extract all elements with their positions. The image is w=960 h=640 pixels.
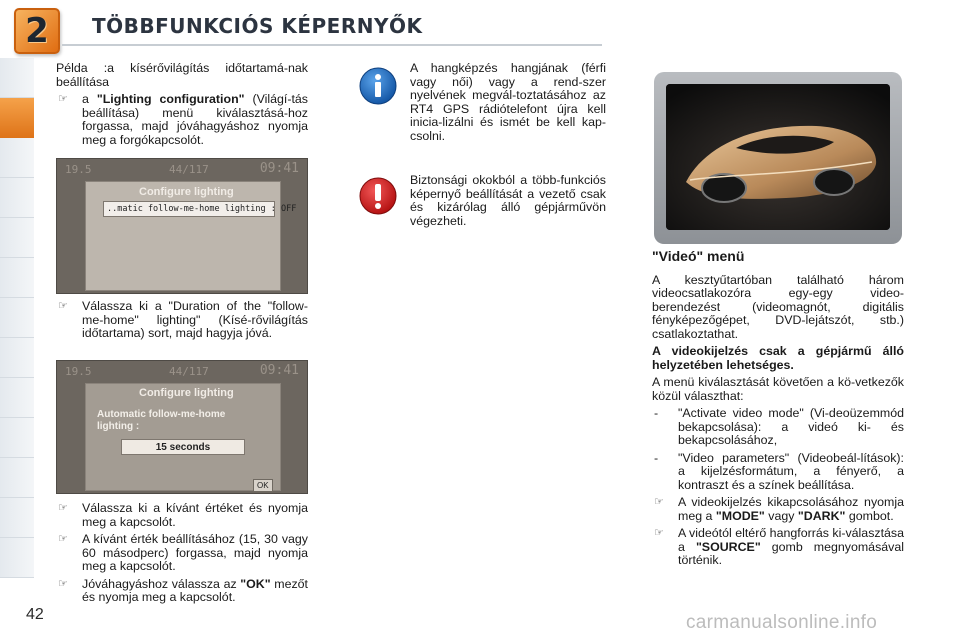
video-off-mid: vagy xyxy=(764,508,798,523)
chapter-tab-10[interactable] xyxy=(0,418,34,458)
lighting-config-screen-2 xyxy=(56,360,308,494)
option-activate-video: - "Activate video mode" (Vi-deoüzemmód bekapcsolása): a videó ki- és bekapcsolásához, xyxy=(654,406,904,447)
left-column-mid xyxy=(56,300,308,345)
step-3-text: Válassza ki a kívánt értéket és nyomja meg a kapcsolót. xyxy=(82,501,308,529)
concept-car-picture xyxy=(666,84,890,230)
chapter-tab-9[interactable] xyxy=(0,378,34,418)
step-5-prefix: Jóváhagyáshoz válassza az xyxy=(82,576,241,591)
chapter-tab-1[interactable] xyxy=(0,58,34,98)
right-column xyxy=(652,250,904,572)
pointing-hand-icon: ☞ xyxy=(58,533,68,545)
config-panel-title: Configure lighting xyxy=(139,387,234,399)
step-2-text: Válassza ki a "Duration of the "follow-me-home" lighting" (Kísé-rővilágítás időtartama) sort, majd hagyja jóvá. xyxy=(82,299,308,340)
exclamation-icon xyxy=(358,176,398,216)
video-safety-note: A videokijelzés csak a gépjármű álló helyzetében lehetséges. xyxy=(652,344,904,372)
video-off-rest: gombot. xyxy=(845,508,894,523)
screen-track-info: 44/117 xyxy=(169,163,209,176)
video-off-prefix: A videokijelzés kikapcsolásához nyomja meg a xyxy=(678,495,904,523)
pointing-hand-icon: ☞ xyxy=(58,93,68,105)
duration-label-line-1: Automatic follow-me-home xyxy=(97,409,226,420)
step-1-menu-name: "Lighting configuration" xyxy=(96,92,245,106)
option-video-parameters-text: "Video parameters" (Videobeál-lítások): a kijelzésformátum, a fényerő, a kontraszt és a színek beállítása. xyxy=(678,450,904,492)
pointing-hand-icon: ☞ xyxy=(58,577,68,590)
left-column-bottom xyxy=(56,502,308,609)
duration-value-field[interactable]: 15 seconds xyxy=(121,439,245,455)
source-rest: gomb megnyomásával történik. xyxy=(678,539,904,567)
chapter-tab-2-active[interactable] xyxy=(0,98,34,138)
video-options-intro: A menü kiválasztását követően a kö-vetkezők közül választhat: xyxy=(652,375,904,403)
ok-button[interactable]: OK xyxy=(253,479,273,492)
chapter-tab-3[interactable] xyxy=(0,138,34,178)
info-icon xyxy=(358,66,398,106)
screen-clock: 09:41 xyxy=(259,161,299,176)
watermark: carmanualsonline.info xyxy=(686,612,878,633)
follow-me-home-field[interactable]: ..matic follow-me-home lighting : OFF xyxy=(103,201,275,217)
source-button-label: "SOURCE" xyxy=(695,539,761,554)
step-5 xyxy=(56,578,308,605)
step-1-prefix: a xyxy=(82,92,97,106)
step-1-rest: (Világí-tás beállítása) menü kiválasztásá-hoz forgassa, majd jóváhagyáshoz nyomja meg a forgókapcsolót. xyxy=(82,92,308,147)
screen-frequency: 19.5 xyxy=(65,365,92,378)
source-instruction xyxy=(652,527,904,568)
video-menu-title: "Videó" menü xyxy=(652,248,745,264)
step-2 xyxy=(56,300,308,341)
chapter-badge xyxy=(14,8,60,54)
step-5-rest: mezőt és nyomja meg a kapcsolót. xyxy=(82,576,308,604)
pointing-hand-icon: ☞ xyxy=(654,496,664,508)
step-4-text: A kívánt érték beállításához (15, 30 vagy 60 másodperc) forgassa, majd nyomja meg a kapcsolót. xyxy=(82,532,308,573)
lighting-config-screen-1 xyxy=(56,158,308,294)
step-4 xyxy=(56,533,308,574)
video-intro: A kesztyűtartóban található három videocsatlakozóra egy-egy video-berendezést (videomagnót, digitális fényképezőgépet, DVD-lejátszót, stb.) csatlakoztathat. xyxy=(652,272,904,341)
page-number: 42 xyxy=(26,606,44,623)
screen-clock: 09:41 xyxy=(259,363,299,378)
chapter-number: 2 xyxy=(25,11,49,51)
screen-status-bar xyxy=(57,361,307,383)
screen-frequency: 19.5 xyxy=(65,163,92,176)
step-1 xyxy=(56,93,308,147)
chapter-tab-4[interactable] xyxy=(0,178,34,218)
duration-label-line-2: lighting : xyxy=(97,421,140,432)
chapter-tab-12[interactable] xyxy=(0,498,34,538)
option-activate-video-text: "Activate video mode" (Vi-deoüzemmód bekapcsolása): a videó ki- és bekapcsolásához, xyxy=(678,406,904,447)
intro-text: Példa :a kísérővilágítás időtartamá-nak beállítása xyxy=(56,61,308,89)
chapter-tab-13[interactable] xyxy=(0,538,34,578)
video-off-instruction xyxy=(652,496,904,523)
step-3 xyxy=(56,502,308,529)
screen-track-info: 44/117 xyxy=(169,365,209,378)
screen-status-bar xyxy=(57,159,307,181)
monitor-screen xyxy=(666,84,890,230)
chapter-tab-11[interactable] xyxy=(0,458,34,498)
chapter-tab-5[interactable] xyxy=(0,218,34,258)
pointing-hand-icon: ☞ xyxy=(58,300,68,312)
chapter-tab-8[interactable] xyxy=(0,338,34,378)
config-panel xyxy=(85,383,281,491)
chapter-tab-6[interactable] xyxy=(0,258,34,298)
source-prefix: A videótól eltérő hangforrás ki-választása a xyxy=(678,526,904,554)
left-column-top xyxy=(56,62,308,151)
dark-button-label: "DARK" xyxy=(797,508,846,523)
header-divider xyxy=(62,44,602,46)
mode-button-label: "MODE" xyxy=(715,508,765,523)
video-monitor-image xyxy=(654,72,902,244)
page-title: TÖBBFUNKCIÓS KÉPERNYŐK xyxy=(92,14,423,38)
option-video-parameters: - "Video parameters" (Videobeál-lítások): a kijelzésformátum, a fényerő, a kontraszt és a színek beállítása. xyxy=(654,450,904,492)
chapter-tab-7[interactable] xyxy=(0,298,34,338)
info-note: A hangképzés hangjának (férfi vagy női) vagy a rend-szer nyelvének megvál-toztatásához az RT4 GPS rádiótelefont újra kell inicia-lizálni és ismét be kell kap-csolni. xyxy=(410,61,606,143)
safety-warning: Biztonsági okokból a több-funkciós képernyő beállítását a vezető csak és kizárólag álló gépjárművön végezheti. xyxy=(410,173,606,228)
pointing-hand-icon: ☞ xyxy=(654,527,664,539)
pointing-hand-icon: ☞ xyxy=(58,502,68,514)
step-5-ok-label: "OK" xyxy=(240,576,271,591)
chapter-tab-rail xyxy=(0,58,34,578)
config-panel-title: Configure lighting xyxy=(139,186,234,198)
